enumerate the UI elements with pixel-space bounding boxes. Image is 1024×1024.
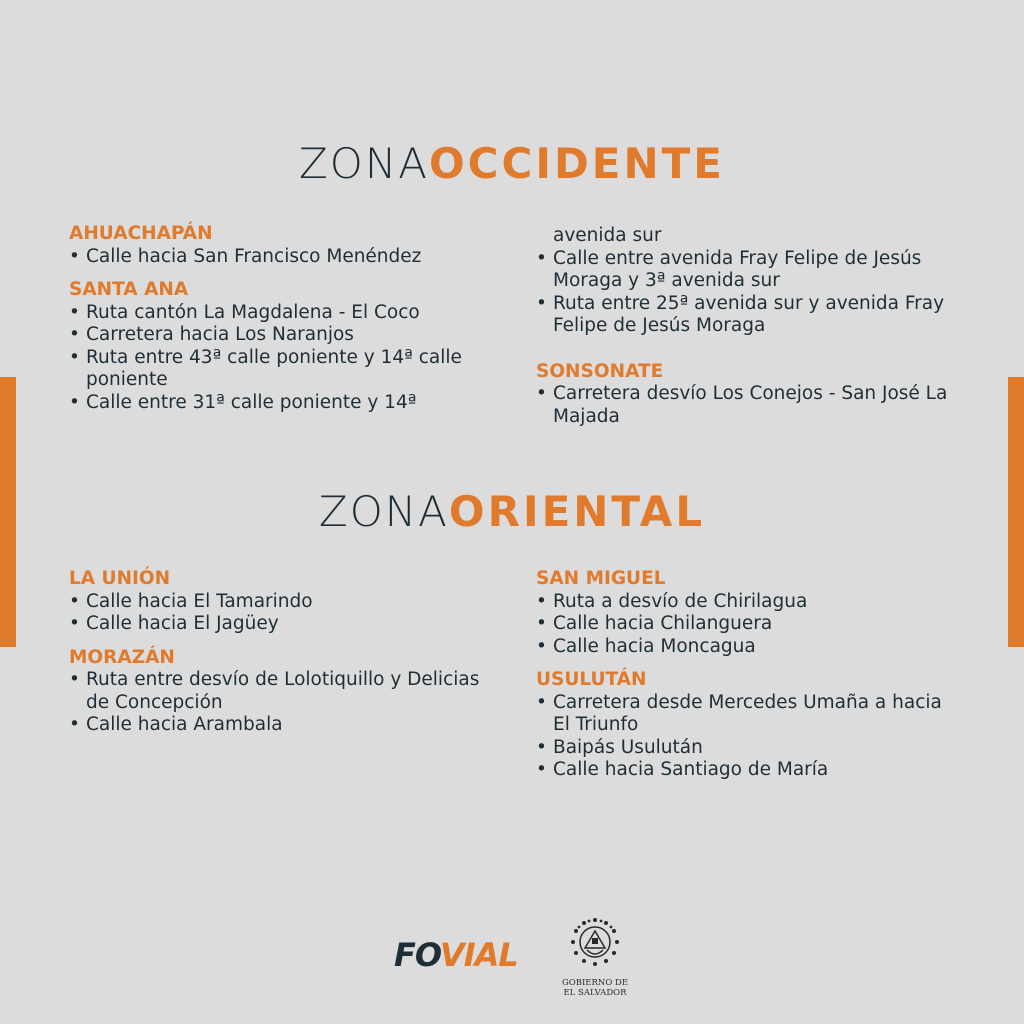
list-item: • Carretera desvío Los Conejos - San José La Majada xyxy=(536,383,956,428)
gobierno-logo xyxy=(555,912,635,1012)
list-item: • Ruta entre 43ª calle poniente y 14ª calle poniente xyxy=(69,347,489,392)
region-name: USULUTÁN xyxy=(536,669,647,690)
gobierno-line2: EL SALVADOR xyxy=(563,988,627,998)
region-ahuachapan xyxy=(69,223,489,268)
zona-oriental-title-light: ZONA xyxy=(318,487,449,536)
list-item-continuation: avenida sur xyxy=(553,225,662,246)
zona-oriental-title xyxy=(0,487,1024,536)
footer xyxy=(0,912,1024,1012)
region-morazan xyxy=(69,647,489,737)
region-name: MORAZÁN xyxy=(69,646,175,668)
list-item: • Calle hacia El Jagüey xyxy=(69,613,489,636)
list-item: • Ruta a desvío de Chirilagua xyxy=(536,591,956,614)
list-item: • Calle hacia Moncagua xyxy=(536,636,956,659)
list-item: • Calle entre 31ª calle poniente y 14ª xyxy=(69,392,489,415)
region-santa-ana-continued xyxy=(536,225,956,338)
list-item: • Calle hacia El Tamarindo xyxy=(69,591,489,614)
list-item: • Calle hacia San Francisco Menéndez xyxy=(69,246,489,269)
zona-occidente-title xyxy=(0,139,1024,188)
zona-occidente-title-light: ZONA xyxy=(298,139,429,188)
fovial-logo-dark: FO xyxy=(394,936,440,974)
region-name: SAN MIGUEL xyxy=(536,568,666,589)
list-item: • Calle entre avenida Fray Felipe de Jesús Moraga y 3ª avenida sur xyxy=(536,248,956,293)
fovial-logo-accent: VIAL xyxy=(439,936,518,974)
region-san-miguel xyxy=(536,568,956,658)
list-item: • Calle hacia Chilanguera xyxy=(536,613,956,636)
list-item: • Calle hacia Arambala xyxy=(69,714,489,737)
zona-oriental-title-bold: ORIENTAL xyxy=(448,487,706,536)
list-item: • Ruta entre desvío de Lolotiquillo y Delicias de Concepción xyxy=(69,669,489,714)
list-item: • Carretera hacia Los Naranjos xyxy=(69,324,489,347)
occidente-right-column xyxy=(536,225,956,428)
oriental-left-column xyxy=(69,568,489,737)
region-name: LA UNIÓN xyxy=(69,568,171,589)
zona-occidente-title-bold: OCCIDENTE xyxy=(428,139,725,188)
region-usulutan xyxy=(536,669,956,782)
list-item: • Calle hacia Santiago de María xyxy=(536,759,956,782)
region-name: SONSONATE xyxy=(536,360,664,382)
region-sonsonate xyxy=(536,361,956,429)
list-item: • Carretera desde Mercedes Umaña a hacia El Triunfo xyxy=(536,692,956,737)
fovial-logo xyxy=(394,936,518,974)
list-item: • Ruta entre 25ª avenida sur y avenida Fray Felipe de Jesús Moraga xyxy=(536,293,956,338)
region-name: SANTA ANA xyxy=(69,279,189,300)
oriental-right-column xyxy=(536,568,956,782)
list-item: • Ruta cantón La Magdalena - El Coco xyxy=(69,302,489,325)
region-name: AHUACHAPÁN xyxy=(69,223,213,244)
region-santa-ana xyxy=(69,279,489,414)
gobierno-line1: GOBIERNO DE xyxy=(561,978,629,988)
el-salvador-coat-of-arms-icon xyxy=(565,914,625,976)
gobierno-text xyxy=(555,978,635,998)
region-la-union xyxy=(69,568,489,636)
occidente-left-column xyxy=(69,223,489,414)
list-item: • Baipás Usulután xyxy=(536,737,956,760)
